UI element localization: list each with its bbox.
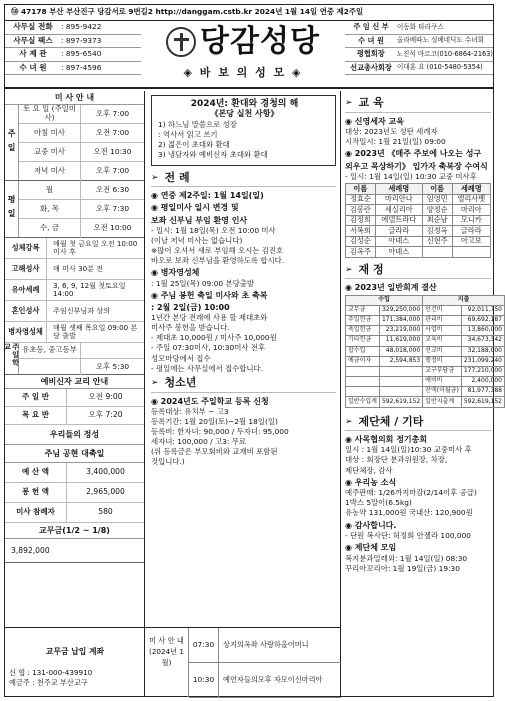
schedule-name <box>19 359 81 375</box>
office-contacts <box>5 21 141 75</box>
table-cell: 잡수입 <box>346 346 380 356</box>
table-cell: 김성순 <box>346 236 376 247</box>
table-cell: 69,692,187 <box>461 315 504 325</box>
schedule-row <box>19 105 144 124</box>
expense-header: 지출 <box>423 295 505 305</box>
offering-row <box>5 503 144 523</box>
table-cell: 34,673,342 <box>461 336 504 346</box>
contact-row <box>5 62 141 76</box>
education-line: - 일시: 1월 14일(일) 10:30 교중 미사후 <box>345 171 477 181</box>
arrow-icon: ➢ <box>151 172 159 183</box>
schedule-row <box>19 219 144 238</box>
table-cell: 주일헌금 <box>346 315 380 325</box>
intention-time: 10:30 <box>189 663 219 697</box>
schedule-name: 화, 목 <box>19 200 81 218</box>
parish-title: 당감성당 <box>200 24 320 59</box>
table-cell: 글라라 <box>452 226 490 237</box>
group-line: 예주판매: 1/26까지마감(2/14이후 공급) <box>345 488 477 498</box>
youth-line: 등록대상: 유치부 ~ 고3 <box>151 406 229 416</box>
arrow-icon: ➢ <box>151 378 159 389</box>
group-line: ◉ 제단체 모임 <box>345 543 397 553</box>
table-cell: 글라라 <box>375 226 422 237</box>
arrow-icon: ➢ <box>345 264 353 275</box>
guide-row <box>5 238 144 259</box>
schedule-name: 월 <box>19 181 81 199</box>
bulletin-page <box>3 4 502 697</box>
mass-intentions <box>145 627 341 697</box>
account-line: 예금주 : 천주교 부산교구 <box>9 677 88 687</box>
schedule-time: 오후 5:30 <box>95 361 130 371</box>
account-line: 신 협 : 131-000-439910 <box>9 667 93 677</box>
guide-row <box>5 301 144 322</box>
table-cell: 교무금 <box>346 305 380 315</box>
table-cell: 행정비 <box>423 356 462 366</box>
table-cell: 23,219,000 <box>379 326 422 336</box>
offering-label: 미사 참례자 <box>5 503 67 522</box>
address-bar: ㊿ 47178 부산 부산진구 당감서로 9번길2 http://danggam.cstb.kr 2024년 1월 14일 연중 제2주일 <box>5 5 493 21</box>
catechumen-row <box>5 407 144 425</box>
table-row <box>346 366 505 376</box>
group-line: ◉ 사목협의회 정기총회 <box>345 435 428 445</box>
offering-value: 580 <box>98 507 113 517</box>
catechumen-row <box>5 389 144 407</box>
liturgy-line: 성모마당에서 접수 <box>151 353 211 363</box>
offering-row <box>5 463 144 483</box>
table-cell: 171,384,000 <box>379 315 422 325</box>
group-line: 꾸리아꼬리아: 1월 19일(금) 19:30 <box>345 563 460 573</box>
schedule-row <box>19 200 144 219</box>
staff-row <box>345 21 493 35</box>
table-cell: 잔액(이월금) <box>423 387 462 397</box>
catechumen-class: 주 일 반 <box>5 389 67 406</box>
table-row <box>346 226 491 237</box>
guide-value: 매 미사 30분 전 <box>53 263 104 273</box>
table-cell: 교육비 <box>423 336 462 346</box>
schedule-time: 오후 7:00 <box>95 108 130 118</box>
table-cell: 인건비 <box>423 305 462 315</box>
table-cell: 329,250,000 <box>379 305 422 315</box>
liturgy-line: (이날 저녁 미사는 없습니다) <box>151 235 243 245</box>
guide-label: 유아세례 <box>5 280 47 300</box>
table-cell <box>379 387 422 397</box>
table-cell <box>379 366 422 376</box>
table-row <box>346 194 491 205</box>
left-column <box>5 91 145 697</box>
finance-heading: ➢ 재 정 <box>345 264 491 280</box>
schedule-time: 오전 10:00 <box>93 223 132 233</box>
table-row <box>346 315 505 325</box>
liturgy-line: ◉ 주님 봉헌 축일 미사와 초 축복 <box>151 291 268 301</box>
liturgy-line: ◉ 연중 제2주일: 1월 14일(일) <box>151 191 264 201</box>
table-cell: 32,188,000 <box>461 346 504 356</box>
table-cell: 아녜스 <box>375 236 422 247</box>
intention-time: 07:30 <box>189 628 219 662</box>
group-line: 제단체장, 감사 <box>345 465 393 475</box>
schedule-name: 저녁 미사 <box>19 162 81 181</box>
weekday-label: 평일 <box>5 181 19 237</box>
offering-value: 3,400,000 <box>86 467 125 477</box>
table-cell: 마리아 <box>452 205 490 216</box>
table-cell: 아고보 <box>452 236 490 247</box>
table-row <box>346 336 505 346</box>
staff-label: 평협회장 <box>356 49 385 59</box>
intention-text: 상지의옥좌 사랑하올어머니 <box>223 639 309 649</box>
schedule-row <box>19 343 144 359</box>
theme-line: 2) 젊은이 초대와 환대 <box>158 139 230 149</box>
liturgy-line: - 주일 07:30미사, 10:30미사 전후 <box>151 343 266 353</box>
liturgy-line: 바오로 보좌 신부님을 환영하도록 합시다. <box>151 255 285 265</box>
table-row <box>346 247 491 258</box>
table-cell <box>346 387 380 397</box>
table-cell: 축일헌금 <box>346 326 380 336</box>
table-cell: 양정순 <box>422 205 452 216</box>
catechumen-title: 예비신자 교리 안내 <box>5 375 144 389</box>
liturgy-heading: ➢ 전 례 <box>151 172 336 188</box>
staff-row <box>345 62 493 76</box>
contact-value: : 897-9373 <box>61 35 102 45</box>
guide-value: 매월 첫 금요일 오전 10:00 미사 후 <box>53 238 138 256</box>
schedule-name: 유초등, 중고등부 <box>19 343 81 358</box>
intention-row <box>189 663 341 698</box>
guide-row <box>5 322 144 343</box>
table-cell: 교구부담금 <box>423 366 462 376</box>
staff-label: 수 녀 원 <box>358 35 384 45</box>
theme-title: 2024년: 환대와 경청의 해 <box>190 99 299 109</box>
group-line: 대상 : 회장단 분과위원장, 차장, <box>345 455 448 465</box>
guide-row <box>5 259 144 280</box>
schedule-time: 오후 7:00 <box>95 166 130 176</box>
table-cell: 기타헌금 <box>346 336 380 346</box>
sacrament-guides <box>5 238 144 343</box>
table-row <box>346 326 505 336</box>
staff-row <box>345 35 493 49</box>
staff-info <box>345 21 493 75</box>
table-cell: 592,619,152 <box>461 397 504 407</box>
education-line: ◉ 신영세자 교육 <box>345 116 404 126</box>
group-line: 일시 : 1월 14일(일)10:30 교중미사 후 <box>345 445 472 455</box>
schedule-row <box>19 124 144 143</box>
guide-value: 3, 6, 9, 12월 첫토요일 14:00 <box>53 280 126 298</box>
youth-heading: ➢ 청소년 <box>151 377 336 393</box>
middle-column <box>145 91 341 697</box>
right-column <box>341 91 502 697</box>
intentions-label: 미 사 안 내 (2024년 1월) <box>145 628 189 697</box>
staff-value: 이동화 타라쿠스 <box>397 22 444 31</box>
finance-table <box>345 295 505 408</box>
contact-row <box>5 48 141 62</box>
offering-row <box>5 483 144 503</box>
catechumen-time: 오전 9:00 <box>88 392 123 402</box>
youth-line: 세자녀: 100,000 / 고3: 무료 <box>151 436 246 446</box>
education-line: 외우고 목상하기》 입가자 축복장 수여식 <box>345 161 488 171</box>
table-cell: 일반지출계 <box>423 397 462 407</box>
contact-value: : 895-9422 <box>61 22 102 32</box>
schedule-name: 수, 금 <box>19 219 81 238</box>
schedule-name: 교중 미사 <box>19 143 81 161</box>
staff-label: 선교총사회장 <box>350 62 392 72</box>
table-cell: 모니카 <box>452 215 490 226</box>
intention-text: 예언자들의모후 자모이신마리아 <box>223 674 323 684</box>
group-line: - 단원 복사단: 허정회 안젤라 100,000 <box>345 530 471 540</box>
liturgy-line: - 평일에는 사무실에서 접수합니다. <box>151 363 264 373</box>
table-cell: 일반수입계 <box>346 397 380 407</box>
group-line: ◉ 우리농 소식 <box>345 478 397 488</box>
sunday-school-label: 주일학교 <box>5 343 19 374</box>
group-line: 1박스 5말이(6.5kg) <box>345 498 412 508</box>
youth-line: (위 등록금은 부모회비와 교재비 포함된 <box>151 446 278 456</box>
sunday-mass-schedule <box>5 105 144 181</box>
guide-label: 혼인성사 <box>5 301 47 321</box>
intention-row <box>189 628 341 663</box>
guide-label: 고해성사 <box>5 259 47 279</box>
table-row <box>346 305 505 315</box>
table-row <box>346 397 505 407</box>
liturgy-line: ◉ 병자영성체 <box>151 268 200 278</box>
quota-value: 3,892,000 <box>5 539 144 563</box>
youth-line: 것입니다.) <box>151 456 185 466</box>
education-line: 시작일시: 1월 21일(일) 09:00 <box>345 136 446 146</box>
table-cell: 592,619,152 <box>379 397 422 407</box>
table-cell: 231,099,240 <box>461 356 504 366</box>
education-line: 대상: 2023년도 성탄 세례자 <box>345 126 438 136</box>
table-cell <box>346 366 380 376</box>
table-row <box>346 215 491 226</box>
table-cell: 2,594,853 <box>379 356 422 366</box>
table-cell: 아녜스 <box>375 247 422 258</box>
liturgy-line: 보좌 신부님 부임 환영 인사 <box>151 215 248 225</box>
finance-title: ◉ 2023년 일반회계 결산 <box>345 283 437 293</box>
guide-value: 주임신부님과 상의 <box>53 305 111 315</box>
table-cell: 11,619,000 <box>379 336 422 346</box>
schedule-time: 오전 10:30 <box>93 146 132 156</box>
contact-label: 사무실 전화 <box>13 21 53 31</box>
schedule-name: 아침 미사 <box>19 124 81 142</box>
contact-value: : 895-6540 <box>61 49 102 59</box>
table-cell: 2,400,000 <box>461 377 504 387</box>
schedule-name: 토 요 일 (주일미사) <box>19 105 81 123</box>
table-cell <box>422 247 452 258</box>
church-seal-icon <box>166 27 196 57</box>
staff-value: 올라베따노 성베네딕도 수녀회 <box>397 36 484 45</box>
table-cell <box>379 377 422 387</box>
contact-row <box>5 21 141 35</box>
table-cell: 김봉란 <box>346 205 376 216</box>
contact-label: 사무실 팩스 <box>13 35 53 45</box>
youth-line: ◉ 2024년도 주일학교 등록 신청 <box>151 396 269 406</box>
liturgy-line: - 제대초 10,000원 / 미사주 10,000원 <box>151 333 277 343</box>
table-cell: 김옥주 <box>346 247 376 258</box>
liturgy-line: 1년간 본당 전례에 사용 할 제대초와 <box>151 313 268 323</box>
guide-label: 성체강복 <box>5 238 47 258</box>
parish-logo <box>143 23 343 87</box>
schedule-time: 오후 7:30 <box>95 203 130 213</box>
table-cell: 김정옥 <box>422 226 452 237</box>
table-row <box>346 346 505 356</box>
table-cell: 엘리사벳 <box>452 194 490 205</box>
table-row <box>346 387 505 397</box>
offering-subtitle: 주님 공현 대축일 <box>5 445 144 463</box>
table-cell: 세실리아 <box>375 205 422 216</box>
table-cell: 예금이자 <box>346 356 380 366</box>
mass-schedule-title: 미 사 안 내 <box>5 91 144 105</box>
table-cell: 92,011,750 <box>461 305 504 315</box>
account-title: 교무금 납입 계좌 <box>45 647 105 656</box>
theme-subtitle: 《본당 실천 사항》 <box>210 109 279 119</box>
arrow-icon: ➢ <box>345 416 353 427</box>
table-cell: 13,860,000 <box>461 326 504 336</box>
schedule-time: 오전 7:00 <box>95 127 130 137</box>
names-header: 이름 <box>346 184 376 195</box>
table-cell: 마리안나 <box>375 194 422 205</box>
schedule-row <box>19 359 144 375</box>
catechumen-time: 오후 7:20 <box>88 410 123 420</box>
parish-subtitle: ◈ 바 보 의 성 모 ◈ <box>183 66 303 79</box>
table-row <box>346 205 491 216</box>
groups-heading: ➢ 제단체 / 기타 <box>345 416 491 432</box>
table-cell: 최순남 <box>422 215 452 226</box>
schedule-row <box>19 143 144 162</box>
staff-value: 노진석 마르코(010-6864-2163) <box>396 49 493 58</box>
table-row <box>346 377 505 387</box>
contact-label: 사 제 관 <box>19 49 47 59</box>
table-cell <box>346 377 380 387</box>
award-names-table <box>345 183 491 258</box>
schedule-row <box>19 162 144 181</box>
liturgy-line: ◉ 평일미사 일시 변경 및 <box>151 203 239 213</box>
contact-value: : 897-4596 <box>61 62 102 72</box>
names-header: 세례명 <box>452 184 490 195</box>
schedule-row <box>19 181 144 200</box>
youth-line: 등록비: 한자녀: 90,000 / 두자녀: 95,000 <box>151 426 289 436</box>
table-cell: 에델트라다 <box>375 215 422 226</box>
education-line: ◉ 2023년 《매주 주보에 나오는 성구 <box>345 149 482 159</box>
liturgy-line: - 일시: 1월 18일(목) 오전 10:00 미사 <box>151 225 276 235</box>
contact-label: 수 녀 원 <box>19 62 47 72</box>
names-header: 이름 <box>422 184 452 195</box>
group-line: 유농약 131,000원 국내산: 120,900원 <box>345 508 473 518</box>
annual-theme-box <box>151 95 336 166</box>
sunday-school <box>5 343 144 375</box>
header <box>5 21 493 89</box>
table-cell: 사업비 <box>423 326 462 336</box>
staff-row <box>345 48 493 62</box>
guide-row <box>5 280 144 301</box>
liturgy-line: 미사주 봉헌을 받습니다. <box>151 323 230 333</box>
table-cell: 신현주 <box>422 236 452 247</box>
income-header: 수입 <box>346 295 423 305</box>
table-cell: 정효순 <box>346 194 376 205</box>
arrow-icon: ➢ <box>345 98 353 109</box>
table-cell: 81,977,388 <box>461 387 504 397</box>
offering-value: 2,965,000 <box>86 487 125 497</box>
sunday-label: 주일 <box>5 105 19 180</box>
theme-line: : 역사서 읽고 쓰기 <box>158 129 218 139</box>
staff-label: 주 임 신 부 <box>353 22 389 32</box>
table-row <box>346 236 491 247</box>
theme-line: 3) 냉담자와 예비신자 초대와 환대 <box>158 149 268 159</box>
table-cell: 선교비 <box>423 346 462 356</box>
liturgy-line: : 1월 25일(목) 09:00 본당출발 <box>151 278 255 288</box>
staff-value: 이대훈 요 (010-5480-5354) <box>397 63 483 72</box>
table-cell: 임영민 <box>422 194 452 205</box>
liturgy-line: ※많이 오셔서 새로 부임해 오시는 김진호 <box>151 245 284 255</box>
theme-line: 1) 하느님 말씀으로 성장 <box>158 119 237 129</box>
table-cell: 김정희 <box>346 215 376 226</box>
offering-label: 예 산 액 <box>5 463 67 482</box>
youth-line: 등록기간: 1월 20일(토)~2월 18일(일) <box>151 416 278 426</box>
table-cell: 관리비 <box>423 315 462 325</box>
table-cell <box>452 247 490 258</box>
table-row <box>346 356 505 366</box>
group-line: ◉ 감사합니다. <box>345 520 397 530</box>
weekday-mass-schedule <box>5 181 144 238</box>
names-header: 세례명 <box>375 184 422 195</box>
offering-label: 봉 헌 액 <box>5 483 67 502</box>
guide-value: 매월 셋째 목요일 09:00 본당 출발 <box>53 322 138 340</box>
quota-label: 교무금(1/2 ~ 1/8) <box>5 523 144 539</box>
contact-row <box>5 35 141 49</box>
schedule-time: 오전 6:30 <box>95 184 130 194</box>
group-line: 복지분과밀레외: 1월 14일(일) 08:30 <box>345 553 468 563</box>
education-heading: ➢ 교 육 <box>345 97 491 113</box>
guide-label: 병자영성체 <box>5 322 47 342</box>
account-box <box>5 627 145 697</box>
liturgy-line: : 2월 2일(금) 10:00 <box>151 303 230 313</box>
table-cell: 예비비 <box>423 377 462 387</box>
catechumen-class: 목 요 반 <box>5 407 67 424</box>
offering-title: 우리들의 정성 <box>5 425 144 445</box>
table-cell: 48,018,000 <box>379 346 422 356</box>
table-cell: 서복희 <box>346 226 376 237</box>
table-cell: 177,210,000 <box>461 366 504 376</box>
